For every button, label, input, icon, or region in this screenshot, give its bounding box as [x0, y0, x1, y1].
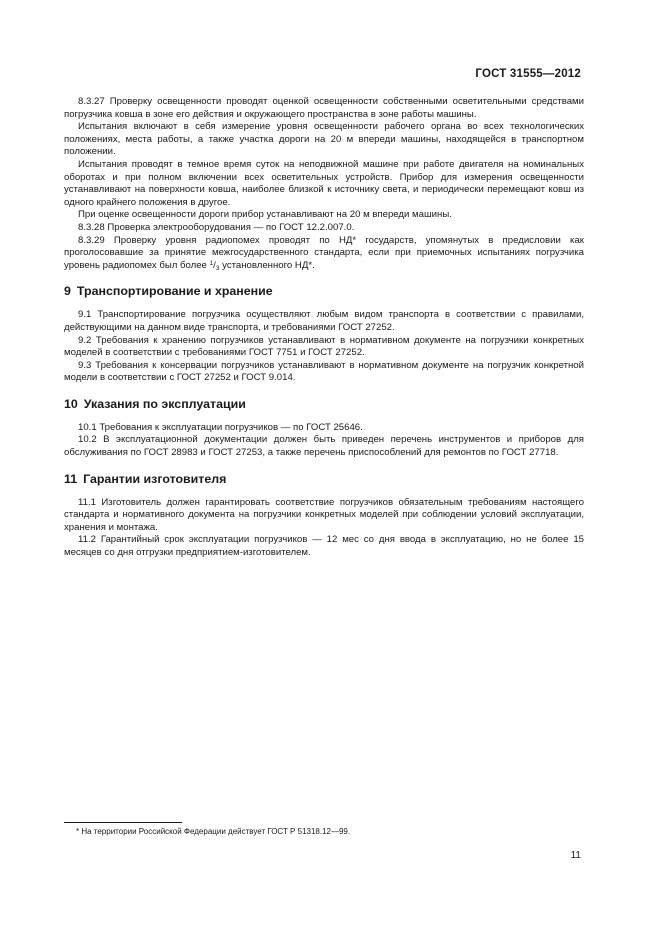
- paragraph-tests-include: Испытания включают в себя измерение уровня освещенности рабочего органа во всех технологических положениях, места работы, а также участка дороги на 20 м впереди машины, находящейся в транспортном положении.: [64, 121, 584, 158]
- paragraph-9-1: 9.1 Транспортирование погрузчика осуществляют любым видом транспорта в соответствии с правилами, действующими на данном виде транспорта, и требованиями ГОСТ 27252.: [64, 309, 584, 333]
- paragraph-10-2: 10.2 В эксплуатационной документации должен быть приведен перечень инструментов и приборов для обслуживания по ГОСТ 28983 и ГОСТ 27253, а также перечень приспособлений для ремонтов по ГОСТ 27718.: [64, 434, 584, 459]
- paragraph-9-2: 9.2 Требования к хранению погрузчиков устанавливают в нормативном документе на погрузчики конкретных моделей в соответствии с требованиями ГОСТ 7751 и ГОСТ 27252.: [64, 334, 584, 359]
- paragraph-11-2: 11.2 Гарантийный срок эксплуатации погрузчиков — 12 мес со дня ввода в эксплуатацию, но не более 15 месяцев со дня отгрузки предприятием-изготовителем.: [64, 534, 584, 559]
- section-number: 10: [64, 396, 78, 411]
- section-heading-9: [64, 284, 584, 299]
- paragraph-text: установленного НД*.: [219, 259, 315, 271]
- section-title: Указания по эксплуатации: [83, 396, 246, 411]
- paragraph-8-3-29: 8.3.29 Проверку уровня радиопомех проводят по НД* государств, упомянутых в предисловии как проголосовавшие за принятие межгосударственного стандарта, если при приемочных испытаниях погрузчика уровень радиопомех был более $^1/_3$ установленного НД*.: [64, 234, 584, 272]
- footnote-divider: [64, 822, 182, 823]
- paragraph-tests-conducted: Испытания проводят в темное время суток на неподвижной машине при работе двигателя на номинальных оборотах и при полном включении всех осветительных устройств. Прибор для измерения освещенности устанавливают на поверхности ковша, наиболее близкой к источнику света, и периодически перемещают ковш из одного крайнего положения в другое.: [64, 158, 584, 208]
- section-number: 11: [64, 471, 78, 486]
- fraction-denominator: 3: [215, 264, 220, 272]
- fraction-numerator: 1: [209, 259, 214, 267]
- paragraph-11-1: 11.1 Изготовитель должен гарантировать соответствие погрузчиков обязательным требованиям настоящего стандарта и нормативного документа на погрузчики конкретных моделей при соблюдении условий эксплуатации, хранения и монтажа.: [64, 496, 584, 533]
- paragraph-text: 8.3.29 Проверку уровня радиопомех проводят по НД* государств, упомянутых в предисловии как проголосовавшие за принятие межгосударственного стандарта, если при приемочных испытаниях погрузчика уровень радиопомех был более: [64, 234, 584, 271]
- paragraph-10-1: 10.1 Требования к эксплуатации погрузчиков — по ГОСТ 25646.: [78, 421, 363, 433]
- document-code: ГОСТ 31555—2012: [475, 68, 581, 80]
- section-heading-11: [64, 472, 584, 487]
- footnote: * На территории Российской Федерации действует ГОСТ Р 51318.12—99.: [76, 827, 351, 836]
- page-number: 11: [570, 850, 581, 861]
- paragraph-9-3: 9.3 Требования к консервации погрузчиков устанавливают в нормативном документе на погрузчик конкретной модели в соответствии с ГОСТ 27252 и ГОСТ 9.014.: [64, 359, 584, 384]
- page-body: [64, 96, 584, 560]
- paragraph-road-lighting: При оценке освещенности дороги прибор устанавливают на 20 м впереди машины.: [78, 209, 452, 221]
- section-title: Гарантии изготовителя: [83, 471, 227, 486]
- section-number: 9: [64, 284, 71, 299]
- section-title: Транспортирование и хранение: [76, 284, 273, 299]
- section-heading-10: [64, 397, 584, 412]
- paragraph-8-3-27: 8.3.27 Проверку освещенности проводят оценкой освещенности собственными осветительными средствами погрузчика ковша в зоне его действия и окружающего пространства в зоне работы машины.: [64, 96, 584, 120]
- paragraph-8-3-28: 8.3.28 Проверка электрооборудования — по ГОСТ 12.2.007.0.: [78, 221, 355, 233]
